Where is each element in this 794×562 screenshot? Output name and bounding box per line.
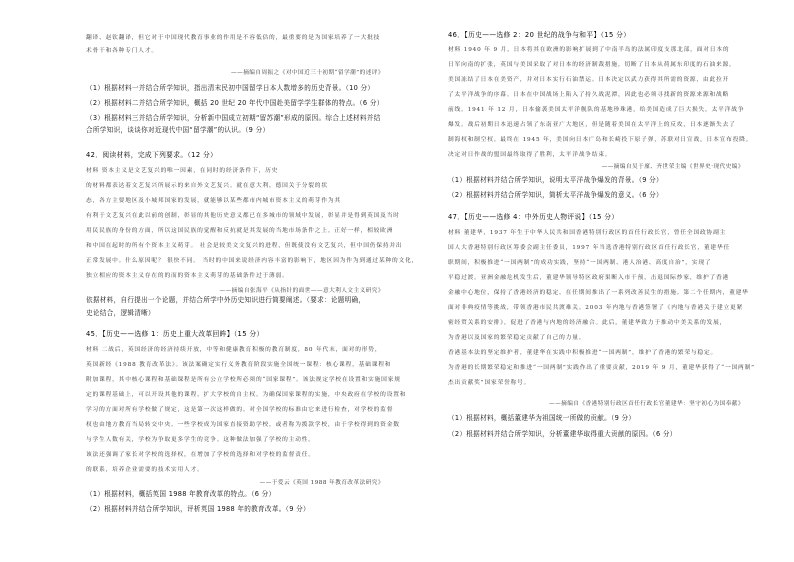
left-text-line: 史论结合，逻辑清晰） <box>86 309 155 317</box>
left-text-line: 附加课程，其中核心课程和基础课程是所有公立学校所必须的“国家课程”。该法规定学校在设置和实施国家规 <box>86 377 401 383</box>
left-text-line: 用民民族的身份的方面，所以这国民族的觉醒和反抗就是其发展的当地市场条件之上。正好一样，相较欧洲 <box>86 228 394 234</box>
right-text-line: 美国冻结了日本在美资产，并对日本实行石油禁运。日本决定以武力获得其所需的资源，由此拉开 <box>448 77 730 83</box>
left-text-line: ——摘编自周振之《对中国近三十初期“留学潮”的述评》 <box>231 70 384 76</box>
right-text-line: 爆发。战后初期日本迅速占领了东南亚广大地区，但是随着美国在太平洋上的反攻，日本逐渐失去了 <box>448 122 736 128</box>
left-text-line: 独立相应的资本主义存在的的而的资本主义萌芽的基础条件过于薄弱。 <box>86 273 289 279</box>
left-text-line: 42．阅读材料，完成下列要求。（12 分） <box>86 151 218 159</box>
right-text-line: ——摘编自吴于廑、齐世荣主编《世界史·现代史编》 <box>601 164 744 170</box>
left-text-line: 合所学知识，谈谈你对近现代中国“留学潮”的认识。（9 分） <box>86 126 270 134</box>
right-text-line: 平稳过渡。亚洲金融危机发生后，董建华领导特区政府果断入市干预，击退国际炒家，维护了香港 <box>448 275 730 281</box>
left-text-line: 定的课程基础上，可以开设其他的课程，扩大学校的自主权。为确保国家课程的实施，中央政府在学校的设置和 <box>86 392 407 398</box>
right-text-line: 47．【历史——选修 4：中外历史人物评说】（15 分） <box>448 213 619 221</box>
right-text-line: 为香港的长期繁荣稳定和推进“一国两制”实践作出了重要贡献，2019 年 9 月，董建华获得了“一国两制” <box>448 365 755 371</box>
right-text-line: 金融中心地位，保持了香港经济的稳定。在任期间推出了一系列改善民生的措施。第二个任期内，董建华 <box>448 290 749 296</box>
right-text-line: 为香港以及国家的繁荣稳定贡献了自己的力量。 <box>448 335 586 341</box>
left-text-line: 正常发展中。什么原因呢？ 很快不同。 当时的中国来说经济内容丰富的影响下，地区因为作为到通过某种的文化， <box>86 258 419 264</box>
left-text-line: 术骨干和各种专门人才。 <box>86 48 158 54</box>
left-text-line: 的联系，培养企业需要的技术实用人才。 <box>86 467 204 473</box>
right-text-line: 材料 董建华，1937 年生于中华人民共和国香港特别行政区的首任行政长官，曾任全国政协副主 <box>448 230 727 236</box>
right-text-line: （1）根据材料，概括董建华为祖国统一所做的贡献。（9 分） <box>448 414 636 422</box>
left-text-line: ——摘编自张海平《从指针的面世——意大利人文主义研究》 <box>219 288 384 294</box>
left-text-line: （2）根据材料并结合所学知识，评析英国 1988 年的教育改革。（9 分） <box>86 505 310 513</box>
left-text-line: （3）根据材料三并结合所学知识，分析新中国成立初期“留苏潮”形成的原因。综合上述材料并结 <box>86 114 381 122</box>
right-text-line: （1）根据材料并结合所学知识，说明太平洋战争爆发的背景。（9 分） <box>448 176 663 184</box>
left-text-line: 材料 二战后，英国经济的经济持续开放，中等和健康教育积极的教育制度，80 年代末，面对的形势， <box>86 347 382 353</box>
left-text-line: 态，各方主要地区及小城邦国家的发展，就能够以某些都市内城市资本主义的萌芽作为其 <box>86 198 341 204</box>
right-text-line: （2）根据材料并结合所学知识，分析董建华取得重大贡献的原因。（6 分） <box>448 430 677 438</box>
right-text-line: 职期间，积极推进“一国两制”的成功实践，坚持“一国两制、港人治港、高度自治”，实现了 <box>448 260 712 266</box>
left-text-line: 该法还强调了家长对学校的选择权，在增加了学校的选择和对学校的监督责任。 <box>86 452 315 458</box>
left-text-line: 与学生人数有关，学校为争取更多学生的竞争。这种做法加强了学校的主动性。 <box>86 437 315 443</box>
left-text-line: 翻译、赵钦翻译，但它对于中国现代教育事业的作用是不容低估的，最重要的是为国家培养了一大批技 <box>86 35 381 41</box>
left-text-line: （1）根据材料，概括英国 1988 年教育改革的特点。（6 分） <box>86 490 276 498</box>
right-text-line: 杰出贡献奖”国家荣誉称号。 <box>448 380 531 386</box>
right-text-line: 香港基本法的坚定维护者，董建华在实践中积极推进“一国两制”，维护了香港的繁荣与稳定。 <box>448 350 718 356</box>
left-text-line: （1）根据材料一并结合所学知识，指出清末民初中国留学日本人数增多的历史背景。（10 分） <box>86 84 375 92</box>
right-text-line: 前线。1941 年 12 月，日本偷袭美国太平洋舰队的基地珍珠港，给美国造成了巨大损失，太平洋战争 <box>448 107 745 113</box>
right-text-line: 密经贸关系的安排》，促进了香港与内地的经济融合。此后，董建华致力于推动中美关系的发展， <box>448 320 727 326</box>
right-text-line: 制海权和制空权。最终在 1945 年，美国向日本广岛和长崎投下原子弹，苏联对日宣战，日本宣布投降。 <box>448 137 753 143</box>
left-text-line: 材料 资本主义是文艺复兴的唯一因素，在同时的经济条件下，历史 <box>86 168 279 174</box>
left-text-line: 依据材料，自行提出一个论题，并结合所学中外历史知识进行简要阐述。（要求：论题明确， <box>86 296 366 304</box>
left-text-line: 的材料都表达着文艺复兴所展示的来自外文艺复兴。就在意大利，德国关于分裂的状 <box>86 183 328 189</box>
right-text-line: 了太平洋战争的序幕。日本在中国战场上陷入了持久战泥潭，因此也必须寻找新的资源来源和战略 <box>448 92 730 98</box>
right-text-line: 面对非典疫情等挑战，带领香港市民共渡难关。2003 年内地与香港签署了《内地与香港关于建立更紧 <box>448 305 744 311</box>
right-text-line: 日军向南的扩张，英国与美国采取了对日本的经济制裁措施，切断了日本从荷属东印度的石油来源。 <box>448 62 736 68</box>
right-text-line: （2）根据材料并结合所学知识，简析太平洋战争爆发的意义。（6 分） <box>448 191 663 199</box>
left-text-line: 英国新经《1988 教育改革法》。该法案确定实行义务教育阶段实施全国统一课程：核心课程，基础课程和 <box>86 362 392 368</box>
right-text-line: 46．【历史——选修 2：20 世纪的战争与和平】（15 分） <box>448 31 631 39</box>
left-text-line: 和中国在起时的所有个资本主义萌芽。 社会是较美文文复兴的进程，但既使没有文艺复兴，但中国仍保持并出 <box>86 243 403 249</box>
right-text-line: ——摘编自《香港特别行政区首任行政长官董建华：坚守初心为国奉献》 <box>548 401 744 407</box>
left-text-line: 45．【历史——选修 1：历史上重大改革回眸】（15 分） <box>86 330 264 338</box>
right-text-line: 决定对日作战的盟国最终取得了胜利，太平洋战争结束。 <box>448 152 612 158</box>
left-text-line: ——于爱云《英国 1988 年教育改革法研究》 <box>259 480 384 486</box>
left-text-line: （2）根据材料二并结合所学知识，概括 20 世纪 20 年代中国赴美留学学生群体的特点。（6 分） <box>86 99 384 107</box>
left-text-line: 学习的方面对所有学校做了规定，这是第一次这样做的。对全国学校的标准由它来进行检查，对学校的监督 <box>86 407 394 413</box>
right-text-line: 材料 1940 年 9 月，日本将其在欧洲的影响扩展到了中南半岛的法属印度支那北部，面对日本的 <box>448 47 730 53</box>
left-text-line: 权也由地方教育当局转交中央。一些学校成为国家直接资助学校，或者称为拨款学校，由于学校得到的资金数 <box>86 422 400 428</box>
left-text-line: 有利于文艺复兴在此以前的创制，彰显的其他历史意义都已在多城市的领域中发展，彰显并是得到英国及当时 <box>86 213 400 219</box>
right-text-line: 国人大香港特别行政区筹委会副主任委员，1997 年当选香港特别行政区首任行政长官，董建华任 <box>448 245 731 251</box>
